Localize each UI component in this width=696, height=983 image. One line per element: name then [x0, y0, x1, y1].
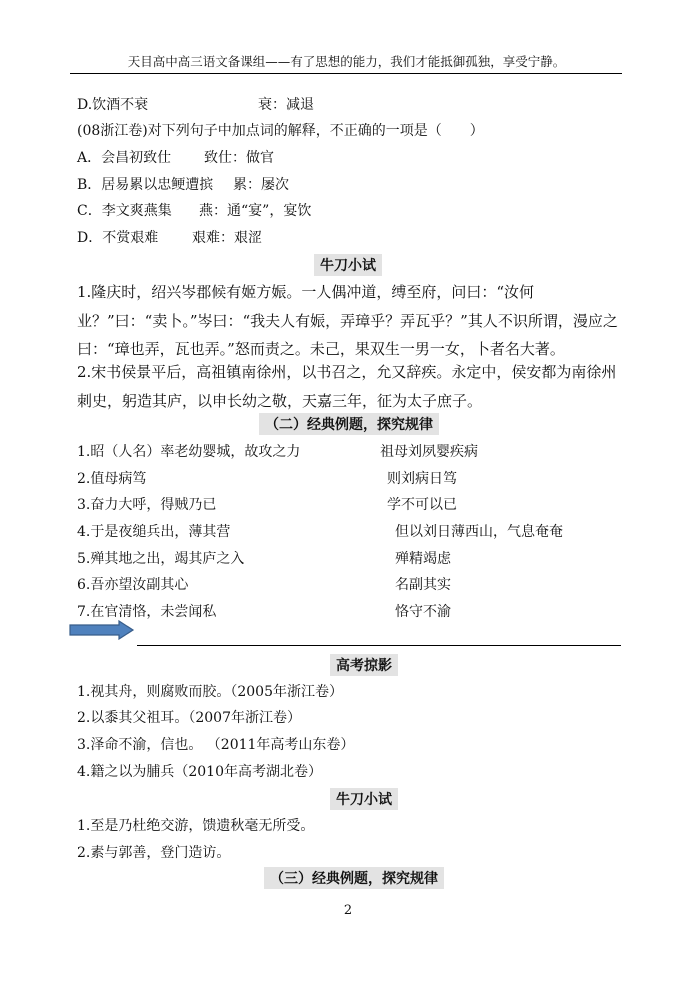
section-heading-trial: 牛刀小试 [314, 254, 382, 276]
example-right: 则刘病日笃 [387, 471, 457, 487]
option-gloss: 致仕：做官 [204, 150, 274, 166]
example-right: 学不可以已 [387, 497, 457, 513]
trial-paragraph-2: 2.宋书侯景平后，高祖镇南徐州，以书召之，允又辞疾。永定中，侯安都为南徐州刺史，躬造其庐，以申长幼之敬，天嘉三年，征为太子庶子。 [77, 363, 617, 410]
option-line: D.饮酒不衰 [77, 97, 149, 113]
trial-paragraph-1: 1.隆庆时，绍兴岑郡候有姬方娠。一人偶冲道，缚至府，问曰：“汝何业？”曰：“卖卜。”岑曰：“我夫人有娠，弄璋乎？弄瓦乎？”其人不识所谓，漫应之曰：“璋也弄，瓦也弄。”怒而责之。未己，果双生一男一女，卜者名大著。 [77, 283, 618, 358]
section-heading-gaokao: 高考掠影 [330, 654, 398, 676]
example-left: 2.值母病笃 [77, 471, 147, 487]
section-divider [137, 645, 621, 646]
example-right: 恪守不渝 [395, 604, 451, 620]
option-gloss: 衰：减退 [258, 97, 314, 113]
example-right: 但以刘日薄西山，气息奄奄 [395, 524, 563, 540]
gaokao-item: 1.视其舟，则腐败而胶。（2005年浙江卷） [77, 684, 343, 700]
header-divider [70, 73, 622, 74]
option-line: D．不赏艰难 [77, 230, 159, 246]
option-gloss: 累：屡次 [233, 177, 289, 193]
option-line: C．李文爽燕集 [77, 203, 172, 219]
question-stem: (08浙江卷)对下列句子中加点词的解释，不正确的一项是（ ） [77, 123, 484, 139]
example-right: 名副其实 [395, 577, 451, 593]
example-right: 祖母刘夙婴疾病 [380, 444, 478, 460]
page-number: 2 [343, 903, 353, 918]
example-left: 6.吾亦望汝副其心 [77, 577, 189, 593]
example-left: 7.在官清恪，未尝闻私 [77, 604, 217, 620]
option-line: B．居易累以忠鲠遭摈 [77, 177, 214, 193]
option-gloss: 燕：通“宴”，宴饮 [199, 203, 312, 219]
example-left: 3.奋力大呼，得贼乃已 [77, 497, 217, 513]
section-heading-examples: （二）经典例题，探究规律 [259, 413, 439, 435]
trial-item: 2.素与郭善，登门造访。 [77, 845, 231, 861]
example-left: 1.昭（人名）率老幼婴城，故攻之力 [77, 444, 301, 460]
option-gloss: 艰难：艰涩 [192, 230, 262, 246]
gaokao-item: 4.籍之以为脯兵（2010年高考湖北卷） [77, 764, 322, 780]
gaokao-item: 3.泽命不渝，信也。 （2011年高考山东卷） [77, 737, 355, 753]
gaokao-item: 2.以黍其父祖耳。（2007年浙江卷） [77, 710, 301, 726]
page-header: 天目高中高三语文备课组——有了思想的能力，我们才能抵御孤独，享受宁静。 [127, 54, 566, 69]
trial-item: 1.至是乃杜绝交游，馈遗秋毫无所受。 [77, 818, 315, 834]
example-left: 4.于是夜缒兵出，薄其营 [77, 524, 231, 540]
section-heading-trial-2: 牛刀小试 [330, 788, 398, 810]
example-left: 5.殚其地之出，竭其庐之入 [77, 551, 245, 567]
section-heading-examples-3: （三）经典例题，探究规律 [264, 867, 444, 889]
example-right: 殚精竭虑 [395, 551, 451, 567]
right-arrow-icon [69, 620, 135, 640]
option-line: A．会昌初致仕 [77, 150, 172, 166]
